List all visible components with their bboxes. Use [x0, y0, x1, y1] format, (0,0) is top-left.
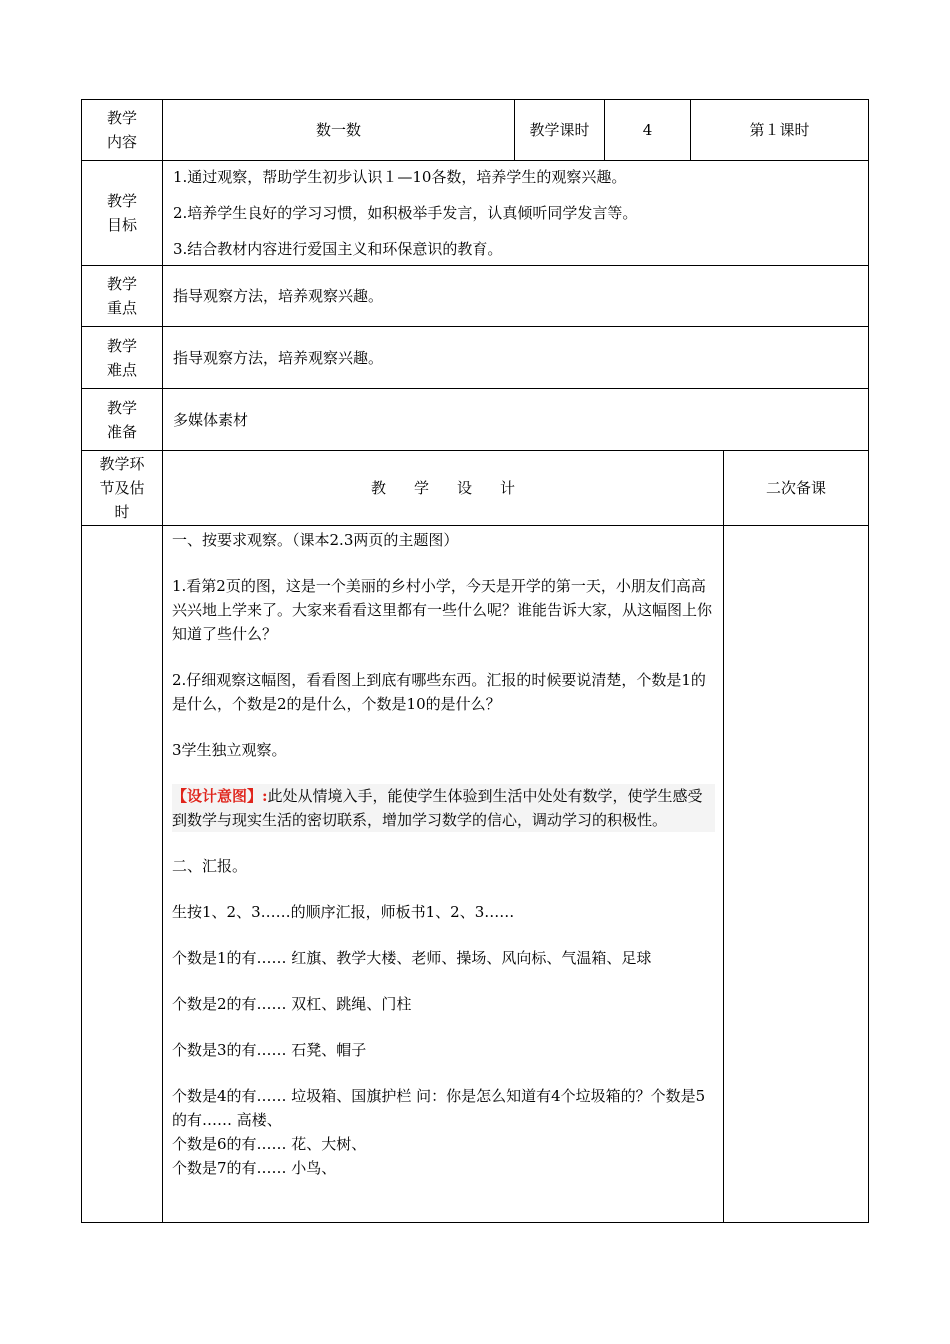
content-label: 教学 内容	[82, 100, 163, 161]
second-prep-cell	[724, 526, 869, 1223]
hours-label: 教学课时	[515, 100, 605, 161]
key-point-value: 指导观察方法，培养观察兴趣。	[163, 266, 869, 327]
goal-item: 2.培养学生良好的学习习惯，如积极举手发言，认真倾听同学发言等。	[173, 204, 638, 222]
goal-item: 3.结合教材内容进行爱国主义和环保意识的教育。	[173, 240, 503, 258]
count-line: 个数是2的有…… 双杠、跳绳、门柱	[172, 995, 412, 1013]
hours-value: 4	[605, 100, 691, 161]
count-line: 个数是3的有…… 石凳、帽子	[172, 1041, 367, 1059]
difficulty-label: 教学 难点	[82, 327, 163, 389]
preparation-row	[82, 389, 869, 451]
design-intent-tag: 【设计意图】:	[172, 787, 268, 805]
content-row	[82, 100, 869, 161]
design-paragraph: 生按1、2、3……的顺序汇报，师板书1、2、3……	[172, 903, 515, 921]
design-header-row	[82, 451, 869, 526]
count-line: 个数是6的有…… 花、大树、	[172, 1135, 367, 1153]
design-paragraph: 1.看第2页的图，这是一个美丽的乡村小学，今天是开学的第一天，小朋友们高高兴兴地上学来了。大家来看看这里都有一些什么呢？谁能告诉大家，从这幅图上你知道了些什么？	[172, 577, 713, 643]
design-paragraph: 3学生独立观察。	[172, 741, 287, 759]
preparation-value: 多媒体素材	[163, 389, 869, 451]
preparation-label: 教学 准备	[82, 389, 163, 451]
difficulty-value: 指导观察方法，培养观察兴趣。	[163, 327, 869, 389]
key-point-label: 教学 重点	[82, 266, 163, 327]
lesson-value: 第１课时	[691, 100, 869, 161]
key-point-row	[82, 266, 869, 327]
second-prep-label: 二次备课	[724, 451, 869, 526]
design-intent-text: 此处从情境入手，能使学生体验到生活中处处有数学，使学生感受到数学与现实生活的密切联系，增加学习数学的信心，调动学习的积极性。	[172, 787, 703, 829]
goals-label: 教学 目标	[82, 161, 163, 266]
stage-label: 教学环 节及估 时	[82, 451, 163, 526]
lesson-plan-table	[81, 99, 869, 1223]
count-line: 个数是1的有…… 红旗、教学大楼、老师、操场、风向标、气温箱、足球	[172, 949, 652, 967]
design-content	[163, 526, 724, 1223]
section-heading: 二、汇报。	[172, 857, 248, 875]
design-paragraph: 2.仔细观察这幅图，看看图上到底有哪些东西。汇报的时候要说清楚，个数是1的是什么，个数是2的是什么，个数是10的是什么？	[172, 671, 706, 713]
design-title: 教 学 设 计	[163, 451, 724, 526]
count-line: 个数是7的有…… 小鸟、	[172, 1159, 337, 1177]
stage-cell	[82, 526, 163, 1223]
design-intent	[172, 784, 715, 832]
content-value: 数一数	[163, 100, 515, 161]
goal-item: 1.通过观察，帮助学生初步认识１—10各数，培养学生的观察兴趣。	[173, 168, 627, 186]
count-line: 个数是4的有…… 垃圾箱、国旗护栏 问：你是怎么知道有4个垃圾箱的？个数是5的有…… 高楼、	[172, 1087, 706, 1129]
difficulty-row	[82, 327, 869, 389]
section-heading: 一、按要求观察。（课本2.3两页的主题图）	[172, 531, 459, 549]
goals-row	[82, 161, 869, 266]
goals-list	[163, 161, 869, 266]
design-body-row	[82, 526, 869, 1223]
